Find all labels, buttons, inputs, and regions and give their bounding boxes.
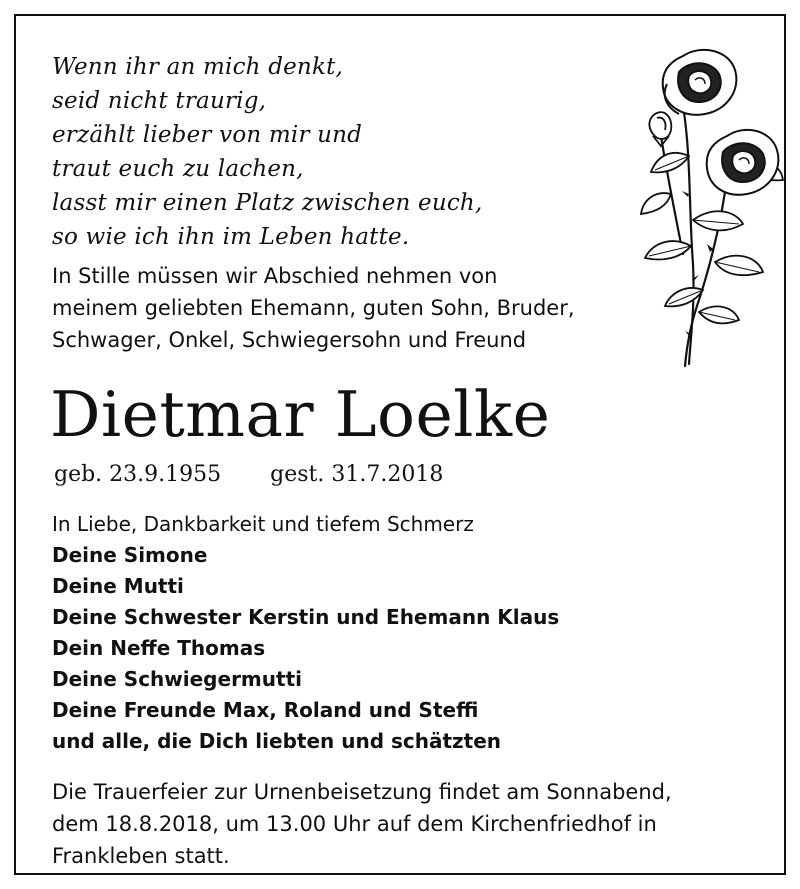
- poem-line: traut euch zu lachen,: [52, 156, 304, 182]
- mourners-list: [52, 509, 559, 757]
- rose-bouquet-icon: [631, 44, 791, 369]
- mourner-name: Deine Mutti: [52, 574, 184, 598]
- poem-line: seid nicht traurig,: [52, 88, 267, 114]
- mourner-name: Deine Schwester Kerstin und Ehemann Klaus: [52, 605, 560, 629]
- life-dates: [54, 459, 443, 491]
- mourner-name: Deine Freunde Max, Roland und Steffi: [52, 698, 479, 722]
- mourner-name: Dein Neffe Thomas: [52, 636, 266, 660]
- funeral-line: Frankleben statt.: [52, 844, 230, 868]
- mourner-name: Deine Schwiegermutti: [52, 667, 302, 691]
- deceased-name: Dietmar Loelke: [50, 378, 551, 451]
- intro-line: meinem geliebten Ehemann, guten Sohn, Bruder,: [52, 296, 575, 320]
- intro-line: Schwager, Onkel, Schwiegersohn und Freund: [52, 328, 527, 352]
- death-date: gest. 31.7.2018: [270, 462, 444, 487]
- poem: [52, 50, 482, 254]
- poem-line: Wenn ihr an mich denkt,: [52, 54, 344, 80]
- mourner-name: Deine Simone: [52, 543, 208, 567]
- funeral-line: Die Trauerfeier zur Urnenbeisetzung findet am Sonnabend,: [52, 780, 672, 804]
- mourners-lead: In Liebe, Dankbarkeit und tiefem Schmerz: [52, 512, 474, 536]
- poem-line: lasst mir einen Platz zwischen euch,: [52, 190, 483, 216]
- funeral-line: dem 18.8.2018, um 13.00 Uhr auf dem Kirchenfriedhof in: [52, 812, 657, 836]
- poem-line: erzählt lieber von mir und: [52, 122, 363, 148]
- funeral-notice: [52, 776, 672, 872]
- poem-line: so wie ich ihn im Leben hatte.: [52, 224, 410, 250]
- obituary-frame: [14, 14, 786, 875]
- mourner-name: und alle, die Dich liebten und schätzten: [52, 729, 502, 753]
- intro-line: In Stille müssen wir Abschied nehmen von: [52, 264, 498, 288]
- birth-date: geb. 23.9.1955: [54, 462, 222, 487]
- intro-text: [52, 260, 575, 356]
